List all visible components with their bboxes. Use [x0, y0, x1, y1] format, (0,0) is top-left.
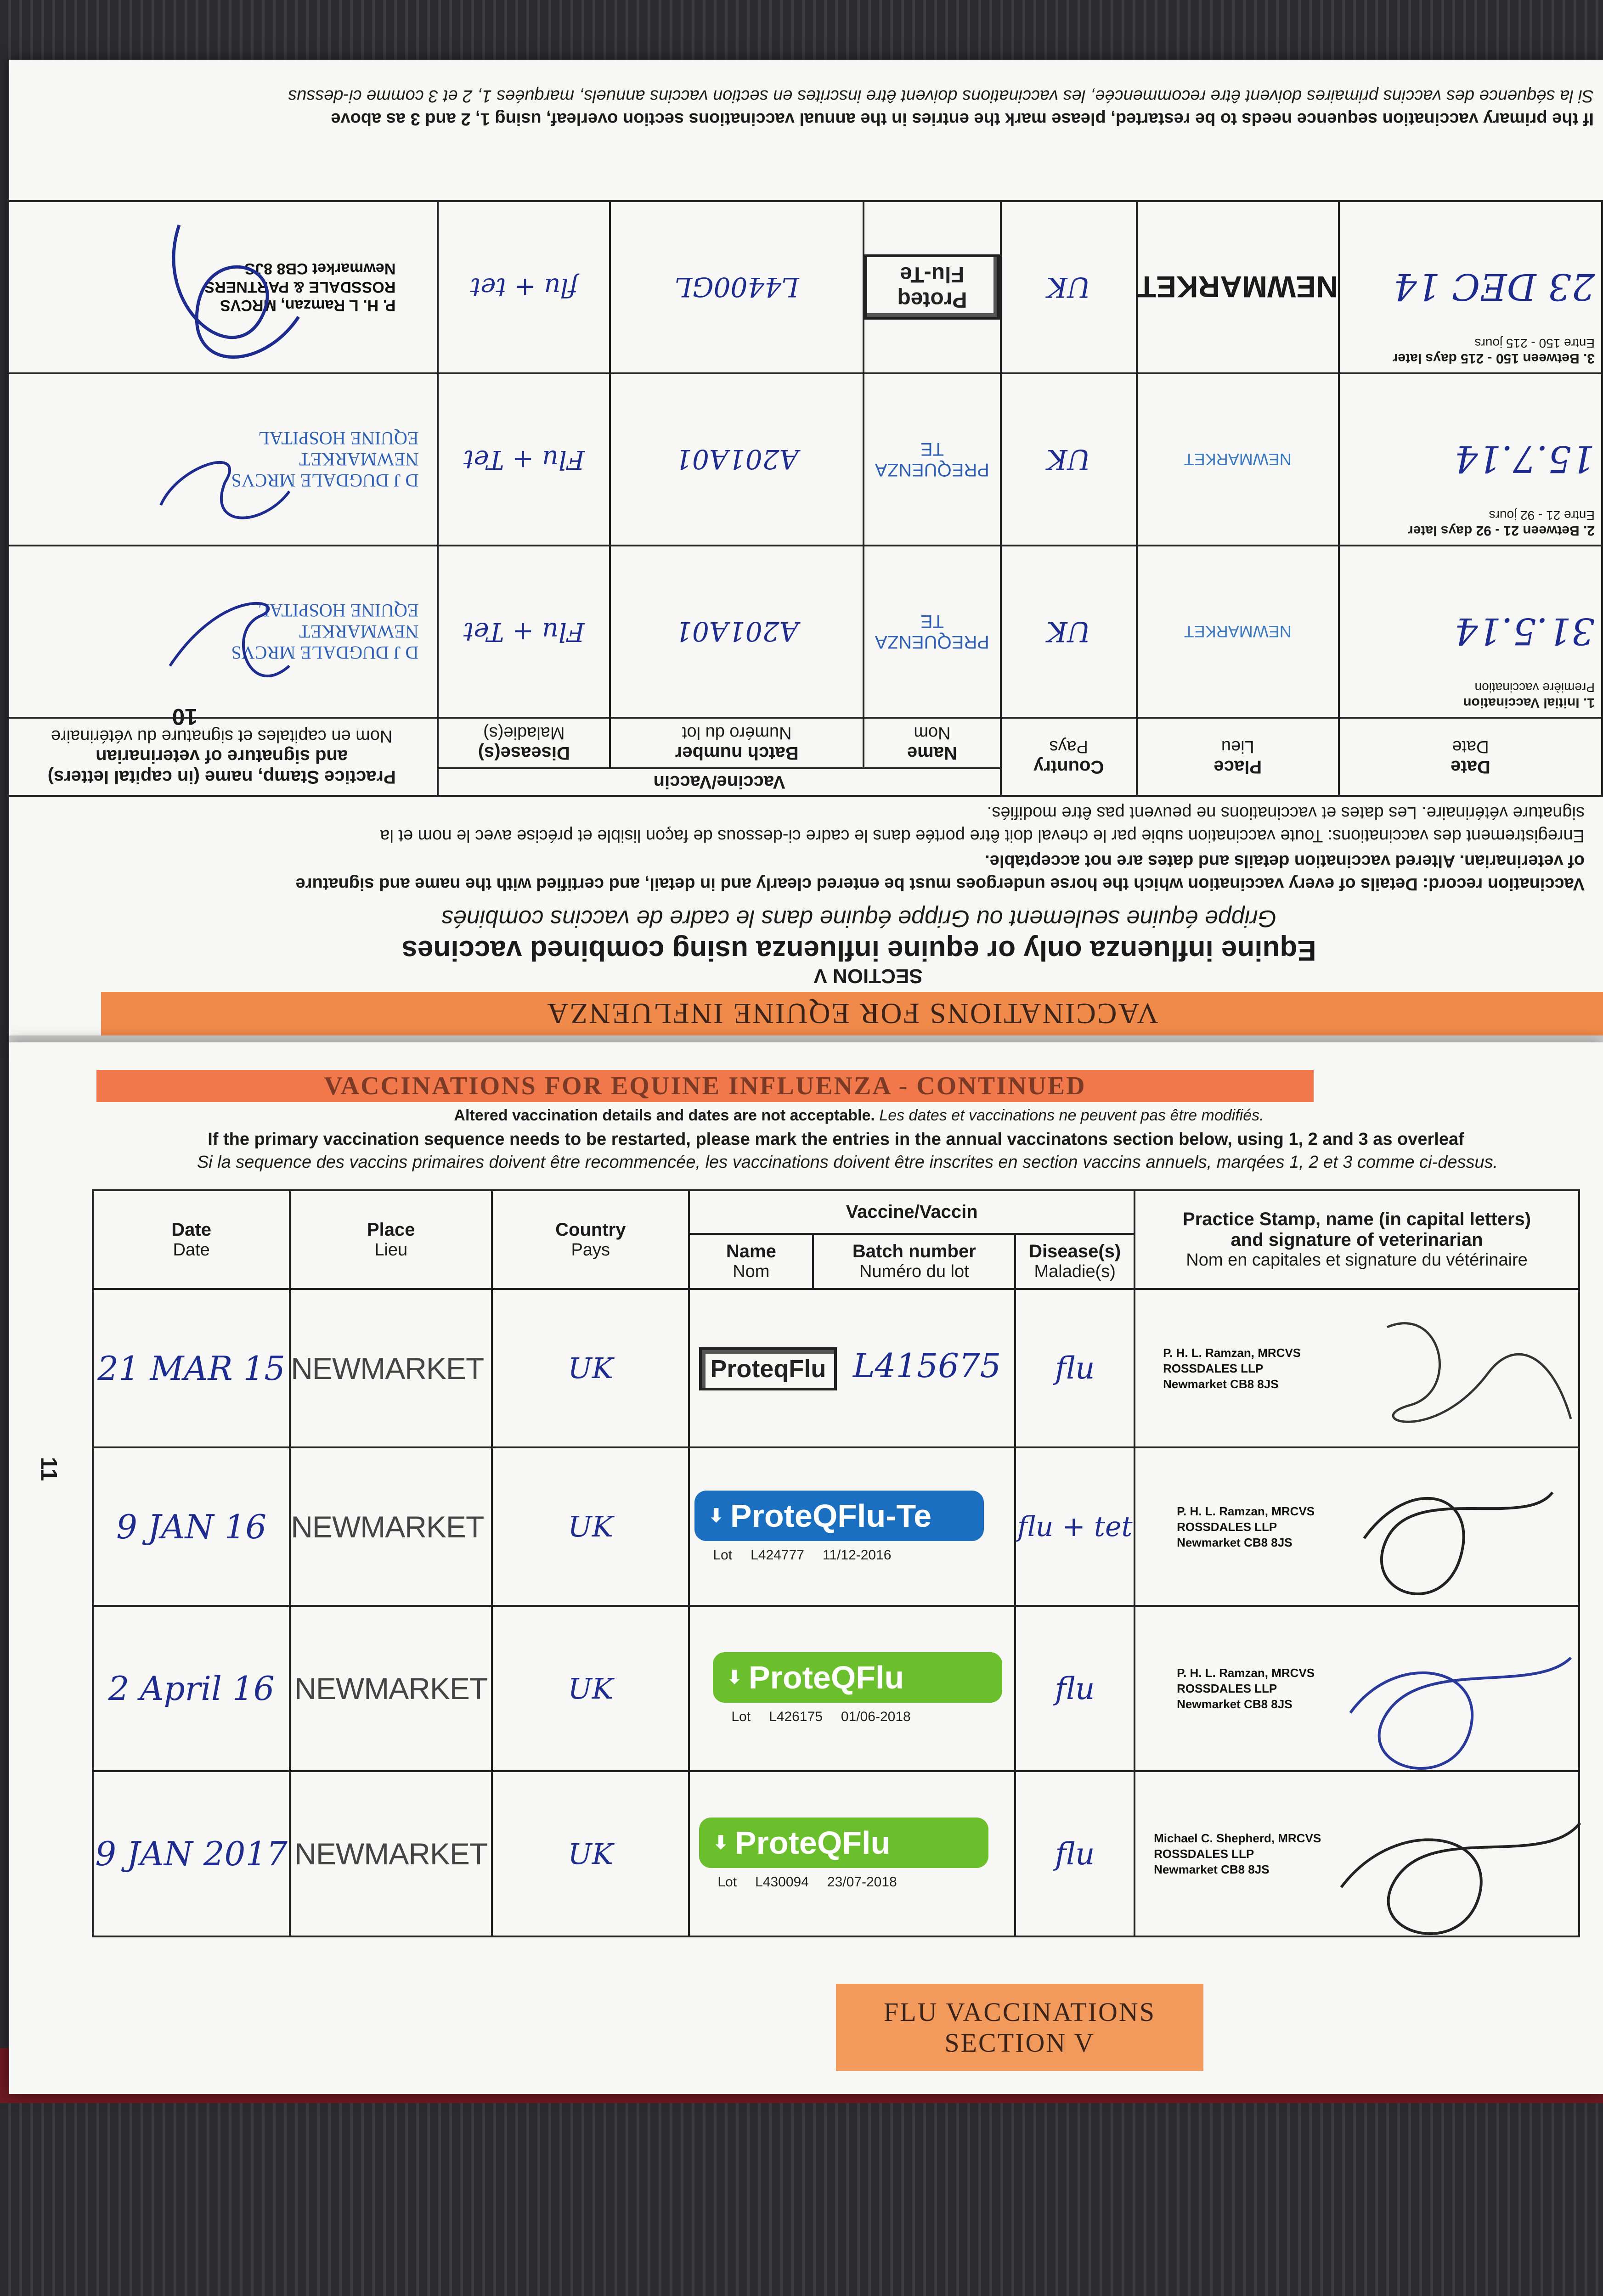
section-banner: VACCINATIONS FOR EQUINE INFLUENZA — [101, 992, 1603, 1035]
date-cell — [1339, 373, 1602, 546]
header-country: Country Pays — [492, 1190, 689, 1289]
page-11 — [9, 1042, 1603, 2094]
batch-value: L415675 — [852, 1346, 1001, 1385]
vaccine-name: ProteqFlu — [699, 1347, 837, 1390]
record-en-line1: Vaccination record: Details of every vaccination which the horse undergoes must be entered clearly and in detail, and certified with the name and signature — [295, 874, 1585, 894]
date-value: 15.7.14 — [1454, 438, 1595, 480]
country-value: UK — [492, 1771, 689, 1936]
batch-value: L4400GL — [610, 201, 864, 373]
place-value: NEWMARKET — [1137, 201, 1339, 373]
page-number: 11 — [36, 1457, 62, 1481]
note-line — [147, 1107, 1571, 1125]
exp-value: 01/06-2018 — [841, 1709, 911, 1724]
row-label-fr: Entre 21 - 92 jours — [1489, 508, 1595, 523]
footer-tab — [836, 1984, 1203, 2071]
header-country: Country Pays — [1001, 718, 1137, 796]
vaccine-name: ProteQFlu — [748, 1660, 904, 1695]
note-bold: Altered vaccination details and dates are not acceptable. — [454, 1107, 875, 1124]
row-label-fr: Entre 150 - 215 jours — [1474, 336, 1595, 350]
exp-value: 23/07-2018 — [827, 1874, 897, 1890]
vaccine-sticker — [699, 1818, 988, 1868]
page-title: Equine influenza only or equine influenza using combined vaccines — [401, 934, 1316, 966]
practice-stamp: P. H. L Ramzan, MRCVS ROSSDALE & PARTNERS Newmarket CB8 8JS — [6, 201, 438, 373]
place-value: NEWMARKET — [290, 1771, 492, 1936]
country-value: UK — [1001, 201, 1137, 373]
lot-line — [713, 1709, 1014, 1725]
lot-value: L426175 — [769, 1709, 823, 1724]
signatures-p11 — [1295, 1300, 1603, 1988]
date-cell — [1339, 546, 1602, 718]
place-value: NEWMARKET — [1137, 546, 1339, 718]
vaccine-cell — [689, 1606, 1015, 1771]
lot-line — [694, 1548, 1014, 1563]
row-label: 2. Between 21 - 92 days later — [1408, 523, 1595, 538]
section-banner: VACCINATIONS FOR EQUINE INFLUENZA - CONTINUED — [96, 1070, 1314, 1102]
batch-value: A201A01 — [610, 373, 864, 546]
practice-stamp: D J DUGDALE MRCVS NEWMARKET EQUINE HOSPITAL — [6, 546, 438, 718]
vaccine-name: ProteQFlu — [734, 1825, 891, 1861]
country-value: UK — [1001, 546, 1137, 718]
header-date: Date Date — [93, 1190, 290, 1289]
date-value: 9 JAN 16 — [93, 1447, 290, 1606]
header-batch: Batch number Numéro du lot — [813, 1234, 1015, 1289]
lot-value: L430094 — [755, 1874, 809, 1890]
lot-value: L424777 — [751, 1547, 804, 1563]
record-fr — [5, 801, 1585, 847]
footer-en: If the primary vaccination sequence needs to be restarted, please mark the entries in the annual vaccinations section overleaf, using 1, 2 and 3 as above — [331, 109, 1594, 129]
record-en — [5, 850, 1585, 895]
page-10-content — [9, 60, 1603, 1042]
vaccine-sticker — [694, 1491, 984, 1541]
lot-label: Lot — [713, 1547, 733, 1563]
vaccine-name: ProteQFlu-Te — [730, 1497, 932, 1534]
restart-fr: Si la sequence des vaccins primaires doivent être recommencée, les vaccinations doivent être inscrites en section vaccins annuels, marqées 1, 2 et 3 comme ci-dessus. — [197, 1153, 1498, 1172]
vaccine-sticker — [713, 1652, 1002, 1703]
sticker-arrow-icon: ⬇ — [713, 1833, 728, 1853]
page-number: 10 — [172, 704, 198, 730]
place-value: NEWMARKET — [290, 1447, 492, 1606]
signatures-p10 — [133, 124, 317, 721]
header-vaccine: Vaccine/Vaccin — [438, 768, 1000, 796]
header-name: Name Nom — [689, 1234, 813, 1289]
disease-value: flu — [1015, 1606, 1135, 1771]
header-vaccine: Vaccine/Vaccin — [689, 1190, 1135, 1234]
footer-tab-line2: SECTION V — [944, 2028, 1095, 2058]
record-fr-line1: Enregistrement des vaccinations: Toute vaccination subie par le cheval doit être portée dans le cadre ci-dessous de façon lisible et précise avec le nom et la — [380, 826, 1585, 845]
place-value: NEWMARKET — [290, 1606, 492, 1771]
footer-fr: Si la séquence des vaccins primaires doivent être recommencée, les vaccinations doivent être inscrites en section vaccins annuels, marquées 1, 2 et 3 comme ci-dessus — [288, 86, 1594, 106]
header-batch: Batch number Numéro du lot — [610, 718, 864, 768]
record-fr-line2: signature vétérinaire. Les dates et vaccinations ne peuvent pas être modifiés. — [987, 803, 1585, 822]
lot-label: Lot — [731, 1709, 751, 1724]
record-en-line2: of veterinarian. Altered vaccination details and dates are not acceptable. — [985, 851, 1585, 871]
section-label: SECTION V — [813, 965, 923, 987]
country-value: UK — [492, 1447, 689, 1606]
vaccine-cell — [689, 1771, 1015, 1936]
page-10 — [9, 60, 1603, 1042]
batch-value: A201A01 — [610, 546, 864, 718]
date-value: 2 April 16 — [93, 1606, 290, 1771]
header-date: Date Date — [1339, 718, 1602, 796]
country-value: UK — [1001, 373, 1137, 546]
date-value: 21 MAR 15 — [93, 1289, 290, 1447]
exp-value: 11/12-2016 — [822, 1547, 892, 1563]
place-value: NEWMARKET — [290, 1289, 492, 1447]
lot-line — [699, 1874, 1014, 1890]
practice-stamp: P. H. L. Ramzan, MRCVS ROSSDALES LLP Newmarket CB8 8JS — [1135, 1289, 1579, 1447]
vaccine-cell — [689, 1447, 1015, 1606]
footer-tab-line1: FLU VACCINATIONS — [883, 1997, 1156, 2027]
disease-value: flu + tet — [438, 201, 610, 373]
disease-value: Flu + Tet — [438, 546, 610, 718]
date-value: 31.5.14 — [1454, 610, 1595, 653]
vaccine-cell — [689, 1289, 1015, 1447]
vaccine-name: PREQUENZA TE — [864, 373, 1001, 546]
restart-en: If the primary vaccination sequence needs to be restarted, please mark the entries in the annual vaccinatons section below, using 1, 2 and 3 as overleaf — [208, 1130, 1464, 1149]
header-disease: Disease(s) Maladie(s) — [438, 718, 610, 768]
country-value: UK — [492, 1289, 689, 1447]
disease-value: flu + tet — [1015, 1447, 1135, 1606]
place-value: NEWMARKET — [1137, 373, 1339, 546]
lot-label: Lot — [717, 1874, 737, 1890]
date-cell — [1339, 201, 1602, 373]
date-value: 23 DEC 14 — [1393, 265, 1595, 308]
header-place: Place Lieu — [1137, 718, 1339, 796]
country-value: UK — [492, 1606, 689, 1771]
sticker-arrow-icon: ⬇ — [708, 1505, 724, 1526]
date-value: 9 JAN 2017 — [93, 1771, 290, 1936]
header-practice: Practice Stamp, name (in capital letters) and signature of veterinarian Nom en capitales et signature du vétérinaire — [1135, 1190, 1579, 1289]
header-name: Name Nom — [864, 718, 1001, 768]
vaccine-name: Proteq Flu-Te — [864, 201, 1001, 373]
practice-stamp: P. H. L. Ramzan, MRCVS ROSSDALES LLP Newmarket CB8 8JS — [1135, 1606, 1579, 1771]
header-practice: Practice Stamp, name (in capital letters) and signature of veterinarian Nom en capitales et signature du vétérinaire — [6, 718, 438, 796]
disease-value: flu — [1015, 1771, 1135, 1936]
practice-stamp: Michael C. Shepherd, MRCVS ROSSDALES LLP Newmarket CB8 8JS — [1135, 1771, 1579, 1936]
header-place: Place Lieu — [290, 1190, 492, 1289]
practice-stamp: P. H. L. Ramzan, MRCVS ROSSDALES LLP Newmarket CB8 8JS — [1135, 1447, 1579, 1606]
row-label: 1. Initial Vaccination — [1463, 695, 1595, 710]
row-label: 3. Between 150 - 215 days later — [1392, 351, 1595, 366]
vaccine-name: PREQUENZA TE — [864, 546, 1001, 718]
sticker-arrow-icon: ⬇ — [727, 1667, 742, 1688]
header-disease: Disease(s) Maladie(s) — [1015, 1234, 1135, 1289]
page-subtitle: Grippe équine seulement ou Grippe équine dans le cadre de vaccins combinés — [441, 905, 1277, 932]
practice-stamp: D J DUGDALE MRCVS NEWMARKET EQUINE HOSPITAL — [6, 373, 438, 546]
disease-value: flu — [1015, 1289, 1135, 1447]
note-fr: Les dates et vaccinations ne peuvent pas être modifiés. — [879, 1107, 1264, 1124]
row-label-fr: Première vaccination — [1474, 681, 1595, 695]
disease-value: Flu + Tet — [438, 373, 610, 546]
